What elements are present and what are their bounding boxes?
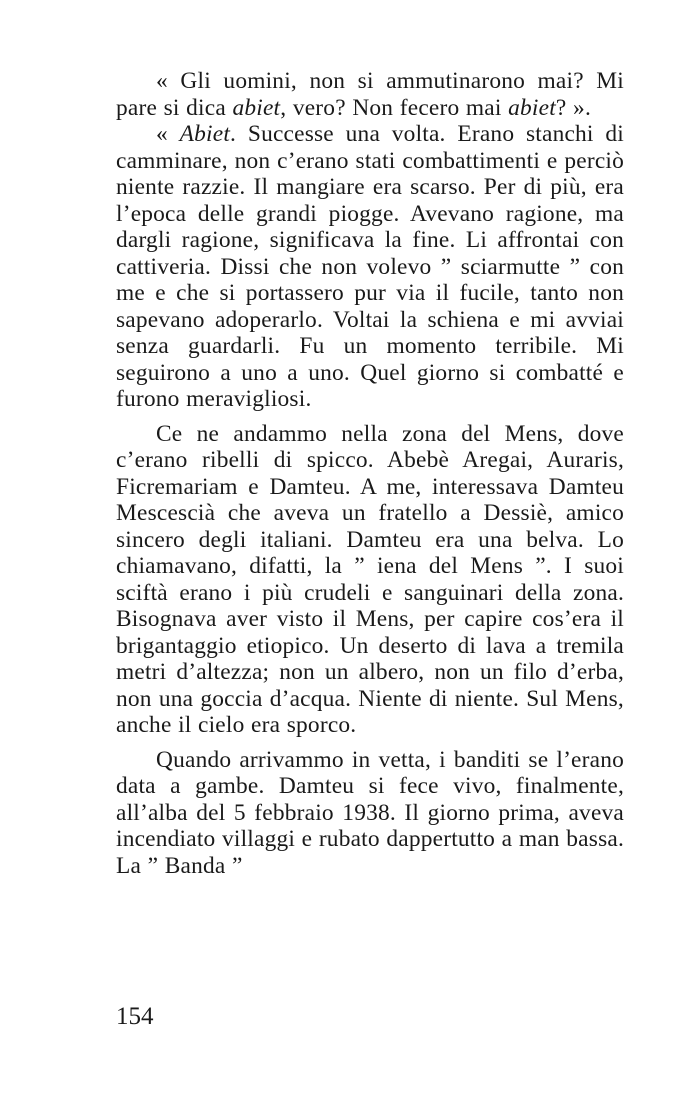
paragraph-2-text-2: . Successe una volta. Erano stanchi di camminare, non c’erano stati combattimenti e perciò niente razzie. Il mangiare era scarso. Per di più, era l’epoca delle grandi piogge. Avevano ragione, ma dargli ragione, significava la fine. Li affrontai con cattiveria. Dissi che non volevo ” sciarmutte ” con me e che si portassero pur via il fucile, tanto non sapevano adoperarlo. Voltai la schiena e mi avviai senza guardarli. Fu un momento terribile. Mi seguirono a uno a uno. Quel giorno si combatté e furono meravigliosi.	[116, 121, 624, 412]
paragraph-4-text: Quando arrivammo in vetta, i banditi se l’erano data a gambe. Damteu si fece vivo, finalmente, all’alba del 5 febbraio 1938. Il giorno prima, aveva incendiato villaggi e rubato dappertutto a man bassa. La ” Banda ”	[116, 746, 624, 879]
paragraph-2-italic-abiet: Abiet	[179, 121, 231, 147]
paragraph-3-text: Ce ne andammo nella zona del Mens, dove c’erano ribelli di spicco. Abebè Aregai, Auraris, Ficremariam e Damteu. A me, interessava Damteu Mescescià che aveva un fratello a Dessiè, amico sincero degli italiani. Damteu era una belva. Lo chiamavano, difatti, la ” iena del Mens ”. I suoi sciftà erano i più crudeli e sanguinari della zona. Bisognava aver visto il Mens, per capire cos’era il brigantaggio etiopico. Un deserto di lava a tremila metri d’altezza; non un albero, non un filo d’erba, non una goccia d’acqua. Niente di niente. Sul Mens, anche il cielo era sporco.	[116, 420, 624, 738]
paragraph-4	[116, 747, 624, 880]
paragraph-1-text-1: « Gli uomini, non si ammutinarono mai? Mi pare si dica	[116, 68, 624, 121]
paragraph-1-text-2: , vero? Non fecero mai	[280, 94, 509, 121]
page-number: 154	[116, 1003, 154, 1030]
paragraph-2-text-1: «	[156, 121, 180, 147]
paragraph-2	[116, 121, 624, 413]
paragraph-3	[116, 421, 624, 739]
book-page	[116, 68, 624, 879]
paragraph-1-italic-abiet-2: abiet	[508, 94, 556, 121]
paragraph-1-italic-abiet-1: abiet	[232, 94, 281, 121]
paragraph-1	[116, 68, 624, 121]
paragraph-1-text-3: ? ».	[555, 94, 591, 121]
